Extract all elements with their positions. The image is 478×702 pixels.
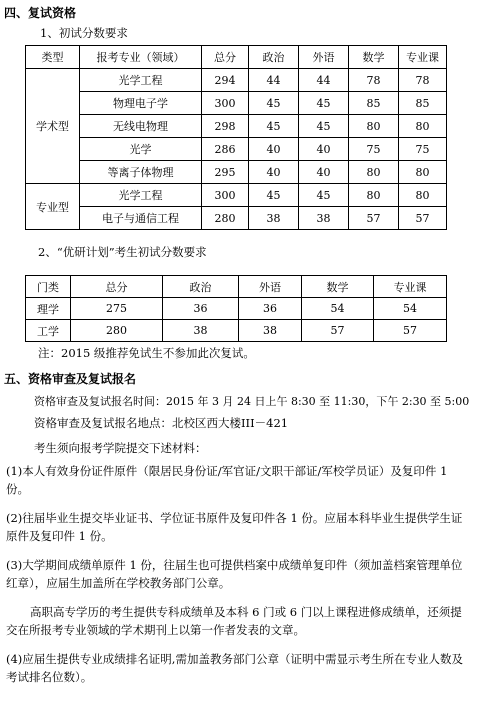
table-header-cell: 专业课 — [399, 46, 447, 69]
table-header-cell: 政治 — [163, 276, 239, 298]
table-header-cell: 外语 — [299, 46, 349, 69]
table-header-cell: 门类 — [26, 276, 71, 298]
table-row — [26, 184, 447, 207]
table-cell: 275 — [71, 298, 163, 320]
table-cell: 80 — [349, 161, 399, 184]
table-cell: 45 — [299, 115, 349, 138]
table-row — [26, 161, 447, 184]
table-header-cell: 类型 — [26, 46, 80, 69]
table-cell: 光学工程 — [80, 69, 202, 92]
score-table-2 — [25, 275, 447, 342]
section5-place: 资格审查及复试报名地点：北校区西大楼III－421 — [34, 416, 289, 430]
table-cell: 等离子体物理 — [80, 161, 202, 184]
table-cell: 光学 — [80, 138, 202, 161]
table-header-cell: 总分 — [71, 276, 163, 298]
table-cell: 75 — [399, 138, 447, 161]
table-cell: 工学 — [26, 320, 71, 342]
table-cell: 57 — [349, 207, 399, 230]
table-cell: 电子与通信工程 — [80, 207, 202, 230]
table-cell: 300 — [202, 92, 249, 115]
table-cell: 40 — [299, 138, 349, 161]
table-cell: 44 — [249, 69, 299, 92]
table-cell: 38 — [163, 320, 239, 342]
table-header-row — [26, 46, 447, 69]
table-cell: 45 — [299, 184, 349, 207]
material-item-2: (2)往届毕业生提交毕业证书、学位证书原件及复印件各 1 份。应届本科毕业生提供学生证原件及复印件 1 份。 — [6, 511, 463, 543]
section5-heading: 五、资格审查及复试报名 — [4, 372, 137, 386]
table-cell: 80 — [399, 115, 447, 138]
table-cell: 80 — [349, 184, 399, 207]
table-row — [26, 115, 447, 138]
table-row — [26, 92, 447, 115]
table-cell: 40 — [249, 161, 299, 184]
section4-sub1: 1、初试分数要求 — [40, 26, 128, 40]
table-cell: 280 — [71, 320, 163, 342]
table-cell: 理学 — [26, 298, 71, 320]
table-cell: 物理电子学 — [80, 92, 202, 115]
table-cell: 无线电物理 — [80, 115, 202, 138]
table-cell: 45 — [249, 92, 299, 115]
table-row — [26, 138, 447, 161]
table-cell: 286 — [202, 138, 249, 161]
table-cell: 45 — [299, 92, 349, 115]
table-cell: 40 — [299, 161, 349, 184]
table-cell: 78 — [399, 69, 447, 92]
table-header-cell: 外语 — [239, 276, 302, 298]
table-cell: 44 — [299, 69, 349, 92]
table-header-cell: 报考专业（领域） — [80, 46, 202, 69]
score-table-1 — [25, 45, 447, 230]
table-cell: 295 — [202, 161, 249, 184]
material-item-4: (4)应届生提供专业成绩排名证明,需加盖教务部门公章（证明中需显示考生所在专业人数及考试排名位数）。 — [6, 652, 463, 684]
table-cell: 85 — [399, 92, 447, 115]
table-cell: 80 — [399, 161, 447, 184]
section4-sub2: 2、“优研计划”考生初试分数要求 — [38, 245, 207, 259]
table-cell: 85 — [349, 92, 399, 115]
table-row — [26, 298, 447, 320]
table-cell: 298 — [202, 115, 249, 138]
table-cell: 80 — [349, 115, 399, 138]
material-item-3: (3)大学期间成绩单原件 1 份，往届生也可提供档案中成绩单复印件（须加盖档案管理单位红章），应届生加盖所在学校教务部门公章。 — [6, 558, 463, 590]
table-cell: 38 — [249, 207, 299, 230]
table-cell: 45 — [249, 184, 299, 207]
table-header-cell: 政治 — [249, 46, 299, 69]
section5-intro: 考生须向报考学院提交下述材料： — [34, 441, 207, 455]
table-cell: 78 — [349, 69, 399, 92]
type-cell: 学术型 — [26, 69, 80, 184]
table-cell: 280 — [202, 207, 249, 230]
table-cell: 38 — [239, 320, 302, 342]
table-cell: 45 — [249, 115, 299, 138]
table-cell: 54 — [374, 298, 447, 320]
table-cell: 54 — [302, 298, 374, 320]
material-item-1: (1)本人有效身份证件原件（限居民身份证/军官证/文职干部证/军校学员证）及复印件 1 份。 — [6, 464, 448, 496]
section5-time: 资格审查及复试报名时间：2015 年 3 月 24 日上午 8:30 至 11:30，下午 2:30 至 5:00 — [34, 395, 470, 408]
table-row — [26, 320, 447, 342]
type-cell: 专业型 — [26, 184, 80, 230]
table-header-cell: 总分 — [202, 46, 249, 69]
table-cell: 75 — [349, 138, 399, 161]
table-cell: 57 — [399, 207, 447, 230]
table-header-cell: 数学 — [302, 276, 374, 298]
table-header-row — [26, 276, 447, 298]
table-cell: 80 — [399, 184, 447, 207]
table-header-cell: 数学 — [349, 46, 399, 69]
table-header-cell: 专业课 — [374, 276, 447, 298]
table-cell: 38 — [299, 207, 349, 230]
section4-note: 注：2015 级推荐免试生不参加此次复试。 — [38, 346, 255, 360]
table-cell: 57 — [302, 320, 374, 342]
table-cell: 300 — [202, 184, 249, 207]
table-cell: 36 — [163, 298, 239, 320]
table-row — [26, 69, 447, 92]
table-cell: 294 — [202, 69, 249, 92]
material-item-3-note: 高职高专学历的考生提供专科成绩单及本科 6 门或 6 门以上课程进修成绩单，还须提交在所报考专业领域的学术期刊上以第一作者发表的文章。 — [6, 605, 462, 637]
table-cell: 光学工程 — [80, 184, 202, 207]
section4-heading: 四、复试资格 — [4, 6, 77, 20]
table-cell: 36 — [239, 298, 302, 320]
table-cell: 57 — [374, 320, 447, 342]
table-cell: 40 — [249, 138, 299, 161]
table-row — [26, 207, 447, 230]
